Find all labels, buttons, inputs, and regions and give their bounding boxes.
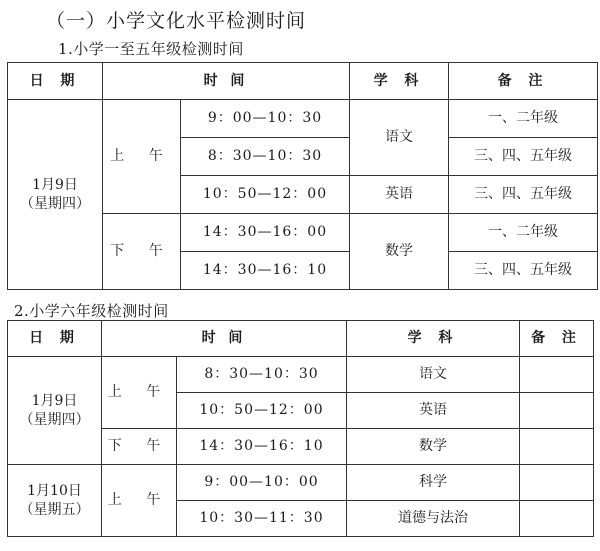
note-cell: 一、二年级 [449, 100, 598, 138]
period-pm: 下 午 [102, 429, 177, 465]
table1-heading: 1.小学一至五年级检测时间 [58, 40, 244, 58]
note-cell [520, 429, 594, 465]
section-title: （一）小学文化水平检测时间 [46, 10, 307, 32]
header-subject: 学 科 [347, 321, 520, 357]
header-note: 备 注 [449, 63, 598, 100]
subject-cell: 语文 [350, 100, 449, 176]
weekday: （星期四） [19, 411, 90, 428]
time-cell: 9：00—10：00 [177, 465, 347, 501]
time-cell: 10：30—11：30 [177, 501, 347, 537]
weekday: （星期五） [19, 501, 90, 518]
date: 1月9日 [32, 176, 78, 193]
header-time: 时 间 [102, 321, 347, 357]
period-am: 上 午 [102, 357, 177, 429]
table2-heading: 2.小学六年级检测时间 [14, 302, 169, 320]
note-cell: 一、二年级 [449, 214, 598, 252]
header-date: 日 期 [8, 321, 102, 357]
period-am: 上 午 [103, 100, 181, 214]
table-header-row [8, 321, 594, 357]
weekday: （星期四） [20, 195, 90, 212]
note-cell [520, 501, 594, 537]
subject-cell: 数学 [347, 429, 520, 465]
time-cell: 9：00—10：30 [181, 100, 350, 138]
header-note: 备 注 [520, 321, 594, 357]
period-am: 上 午 [102, 465, 177, 537]
time-cell: 14：30—16：10 [177, 429, 347, 465]
table-row [8, 465, 594, 501]
header-date: 日 期 [8, 63, 103, 100]
date-cell [8, 357, 102, 465]
subject-cell: 科学 [347, 465, 520, 501]
date-cell [8, 465, 102, 537]
schedule-table-grades-1-5 [7, 62, 598, 290]
time-cell: 14：30—16：00 [181, 214, 350, 252]
subject-cell: 英语 [350, 176, 449, 214]
subject-cell: 道德与法治 [347, 501, 520, 537]
table-row [8, 100, 598, 138]
time-cell: 10：50—12：00 [177, 393, 347, 429]
header-subject: 学 科 [350, 63, 449, 100]
note-cell: 三、四、五年级 [449, 252, 598, 290]
header-time: 时 间 [103, 63, 350, 100]
note-cell [520, 393, 594, 429]
note-cell: 三、四、五年级 [449, 138, 598, 176]
date: 1月10日 [27, 482, 82, 499]
time-cell: 10：50—12：00 [181, 176, 350, 214]
schedule-table-grade-6 [7, 320, 594, 537]
table-header-row [8, 63, 598, 100]
subject-cell: 英语 [347, 393, 520, 429]
subject-cell: 语文 [347, 357, 520, 393]
note-cell: 三、四、五年级 [449, 176, 598, 214]
date-cell [8, 100, 103, 290]
time-cell: 8：30—10：30 [177, 357, 347, 393]
note-cell [520, 357, 594, 393]
time-cell: 14：30—16：10 [181, 252, 350, 290]
date: 1月9日 [31, 392, 78, 409]
table-row [8, 357, 594, 393]
time-cell: 8：30—10：30 [181, 138, 350, 176]
note-cell [520, 465, 594, 501]
subject-cell: 数学 [350, 214, 449, 290]
period-pm: 下 午 [103, 214, 181, 290]
